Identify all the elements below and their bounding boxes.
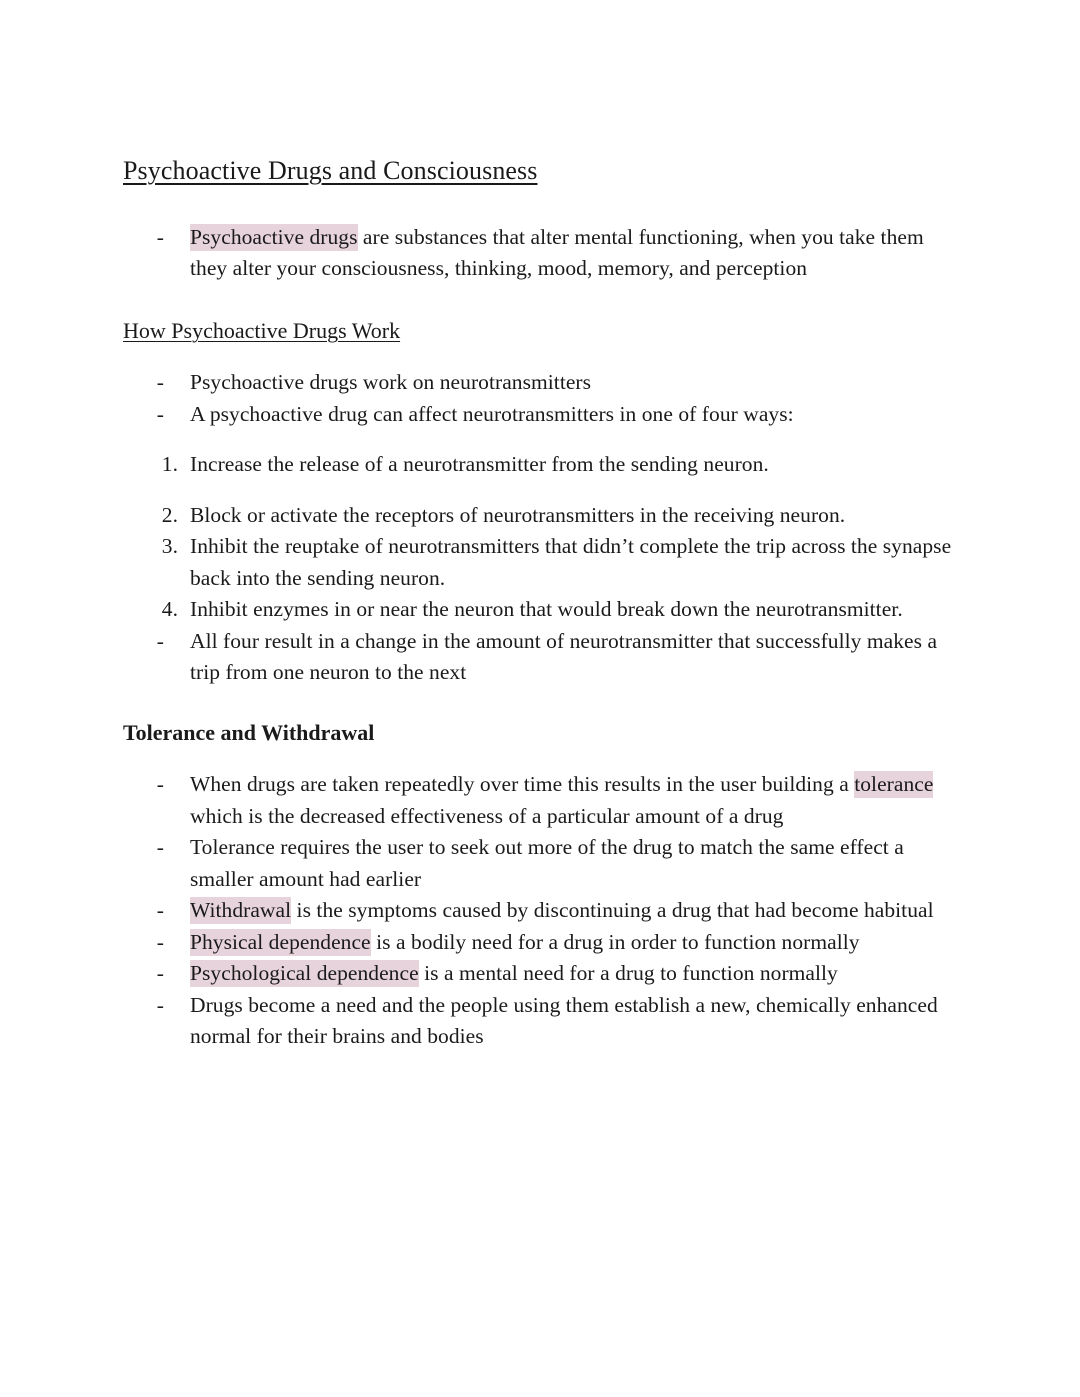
list-item-body: which is the decreased effectiveness of a particular amount of a drug bbox=[190, 803, 784, 828]
list-item-text: Increase the release of a neurotransmitter from the sending neuron. bbox=[190, 452, 769, 477]
list-item-text: Drugs become a need and the people using them establish a new, chemically enhanced normal for their brains and bodies bbox=[190, 992, 938, 1049]
list-item-body: is a bodily need for a drug in order to function normally bbox=[370, 929, 860, 954]
list-item-text: Block or activate the receptors of neurotransmitters in the receiving neuron. bbox=[190, 502, 846, 527]
bullet-marker: - bbox=[156, 772, 164, 797]
list-item bbox=[118, 895, 962, 927]
bullet-marker: - bbox=[156, 628, 164, 653]
page-title: Psychoactive Drugs and Consciousness bbox=[123, 156, 538, 185]
bullet-marker: - bbox=[156, 898, 164, 923]
list-item bbox=[118, 449, 962, 481]
highlighted-term: Withdrawal bbox=[190, 898, 292, 923]
heading-row-tolerance-and-withdrawal bbox=[118, 719, 962, 748]
list-item bbox=[118, 531, 962, 594]
highlighted-term: Physical dependence bbox=[190, 929, 371, 954]
list-item-text: Inhibit the reuptake of neurotransmitters that didn’t complete the trip across the synapse back into the sending neuron. bbox=[190, 534, 952, 590]
list-item-text bbox=[190, 897, 934, 924]
section-heading-how-psychoactive-drugs-work: How Psychoactive Drugs Work bbox=[123, 317, 401, 343]
highlighted-term: Psychological dependence bbox=[190, 961, 419, 986]
list-item-body: is the symptoms caused by discontinuing a drug that had become habitual bbox=[291, 898, 934, 923]
list-item-text: Tolerance requires the user to seek out more of the drug to match the same effect a smaller amount had earlier bbox=[190, 835, 904, 891]
number-marker: 3. bbox=[161, 534, 178, 559]
list-item-text bbox=[190, 224, 924, 281]
bullet-marker: - bbox=[156, 224, 164, 249]
bullet-marker: - bbox=[156, 370, 164, 395]
list-item bbox=[118, 990, 962, 1053]
list-item bbox=[118, 222, 962, 285]
how-drugs-work-list bbox=[118, 367, 962, 689]
list-item bbox=[118, 367, 962, 399]
list-item bbox=[118, 626, 962, 689]
list-item bbox=[118, 927, 962, 959]
tolerance-withdrawal-list bbox=[118, 769, 962, 1053]
list-item-prefix: When drugs are taken repeatedly over time this results in the user building a bbox=[190, 772, 855, 797]
list-item bbox=[118, 958, 962, 990]
list-item bbox=[118, 832, 962, 895]
list-item bbox=[118, 594, 962, 626]
list-item-body: are substances that alter mental functioning, when you take them they alter your consciousness, thinking, mood, memory, and perception bbox=[190, 224, 924, 280]
intro-bullet-list bbox=[118, 222, 962, 285]
list-item-text bbox=[190, 960, 838, 987]
bullet-marker: - bbox=[156, 401, 164, 426]
list-item bbox=[118, 769, 962, 832]
bullet-marker: - bbox=[156, 992, 164, 1017]
list-item-text: All four result in a change in the amount of neurotransmitter that successfully makes a trip from one neuron to the next bbox=[190, 628, 938, 685]
highlighted-term: Psychoactive drugs bbox=[190, 224, 358, 249]
bullet-marker: - bbox=[156, 929, 164, 954]
list-item bbox=[118, 500, 962, 532]
highlighted-term: tolerance bbox=[854, 772, 934, 797]
heading-row-how-psychoactive-drugs-work bbox=[118, 317, 962, 346]
list-item-text: Psychoactive drugs work on neurotransmitters bbox=[190, 370, 592, 395]
list-item-text: A psychoactive drug can affect neurotransmitters in one of four ways: bbox=[190, 401, 794, 426]
list-item-text bbox=[190, 771, 933, 828]
title-row bbox=[118, 155, 962, 188]
number-marker: 4. bbox=[161, 597, 178, 622]
number-marker: 2. bbox=[161, 502, 178, 527]
bullet-marker: - bbox=[156, 835, 164, 860]
list-item-body: is a mental need for a drug to function normally bbox=[418, 961, 838, 986]
bullet-marker: - bbox=[156, 961, 164, 986]
section-heading-tolerance-and-withdrawal: Tolerance and Withdrawal bbox=[123, 719, 375, 745]
list-item-text bbox=[190, 929, 860, 956]
number-marker: 1. bbox=[161, 452, 178, 477]
list-item bbox=[118, 399, 962, 431]
list-item-text: Inhibit enzymes in or near the neuron that would break down the neurotransmitter. bbox=[190, 597, 903, 622]
